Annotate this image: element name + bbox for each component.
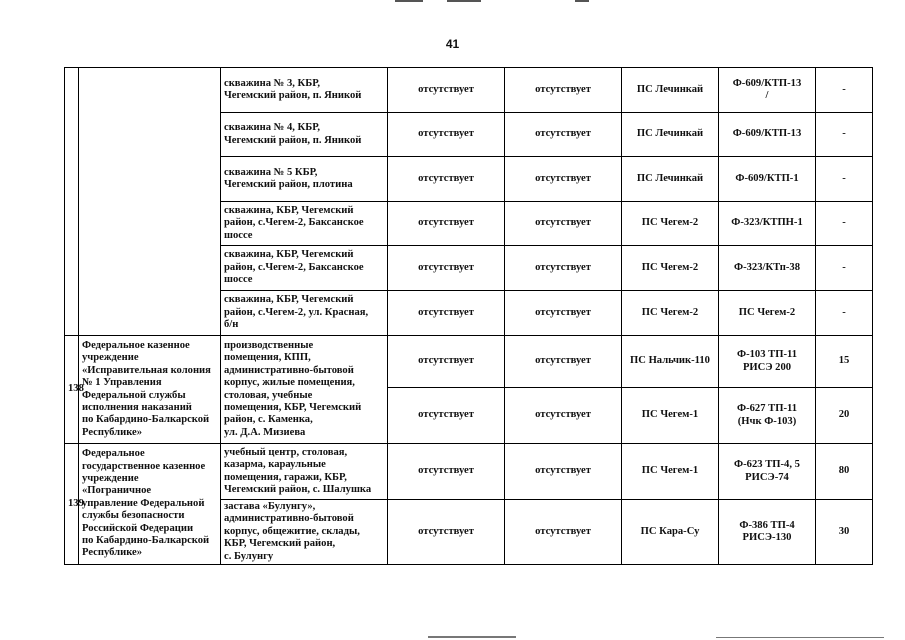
object-cell: учебный центр, столовая, казарма, караульные помещения, гаражи, КБР, Чегемский район, с. Шалушка [221,444,388,500]
page-number: 41 [445,37,460,51]
load-cell: - [816,291,873,336]
org-cell-empty [79,68,221,336]
load-cell: - [816,113,873,157]
status-cell: отсутствует [505,113,622,157]
feeder-cell: Ф-609/КТП-1 [719,157,816,202]
feeder-cell: Ф-103 ТП-11 РИСЭ 200 [719,336,816,388]
object-cell: производственные помещения, КПП, административно-бытовой корпус, жилые помещения, столовая, учебные помещения, КБР, Чегемский район, с. Каменка, ул. Д.А. Мизиева [221,336,388,444]
load-cell: 15 [816,336,873,388]
load-cell: 80 [816,444,873,500]
substation-cell: ПС Лечинкай [622,68,719,113]
status-cell: отсутствует [505,68,622,113]
scan-artifact-top-mid [447,0,481,2]
status-cell: отсутствует [388,444,505,500]
table-row [65,68,873,113]
status-cell: отсутствует [505,500,622,565]
status-cell: отсутствует [505,444,622,500]
feeder-cell: Ф-609/КТП-13 / [719,68,816,113]
object-cell: скважина, КБР, Чегемский район, с.Чегем-2, ул. Красная, б/н [221,291,388,336]
num-cell-empty [65,68,79,336]
status-cell: отсутствует [388,388,505,444]
status-cell: отсутствует [388,246,505,291]
row-number-cell: 138 [65,336,79,444]
table-row [65,336,873,388]
load-cell: 30 [816,500,873,565]
feeder-cell: ПС Чегем-2 [719,291,816,336]
status-cell: отсутствует [505,336,622,388]
feeder-cell: Ф-386 ТП-4 РИСЭ-130 [719,500,816,565]
scan-artifact-bottom-left [428,636,516,638]
object-cell: скважина, КБР, Чегемский район, с.Чегем-2, Баксанское шоссе [221,246,388,291]
status-cell: отсутствует [505,157,622,202]
status-cell: отсутствует [388,202,505,246]
object-cell: скважина № 3, КБР, Чегемский район, п. Яникой [221,68,388,113]
object-cell: скважина, КБР, Чегемский район, с.Чегем-2, Баксанское шоссе [221,202,388,246]
load-cell: - [816,246,873,291]
feeder-cell: Ф-627 ТП-11 (Нчк Ф-103) [719,388,816,444]
feeder-cell: Ф-323/КТп-38 [719,246,816,291]
object-cell: скважина № 5 КБР, Чегемский район, плотина [221,157,388,202]
object-cell: скважина № 4, КБР, Чегемский район, п. Яникой [221,113,388,157]
substation-cell: ПС Лечинкай [622,157,719,202]
substation-cell: ПС Кара-Су [622,500,719,565]
substation-cell: ПС Чегем-2 [622,291,719,336]
document-table [64,67,873,565]
feeder-cell: Ф-323/КТПН-1 [719,202,816,246]
status-cell: отсутствует [388,113,505,157]
status-cell: отсутствует [388,291,505,336]
status-cell: отсутствует [388,500,505,565]
organization-cell: Федеральное казенное учреждение «Исправительная колония № 1 Управления Федеральной службы исполнения наказаний по Кабардино-Балкарской Республике» [79,336,221,444]
scan-artifact-top-right [575,0,589,2]
status-cell: отсутствует [388,157,505,202]
substation-cell: ПС Чегем-1 [622,388,719,444]
status-cell: отсутствует [505,202,622,246]
status-cell: отсутствует [388,68,505,113]
load-cell: - [816,202,873,246]
organization-cell: Федеральное государственное казенное учреждение «Пограничное управление Федеральной службы безопасности Российской Федерации по Кабардино-Балкарской Республике» [79,444,221,565]
scan-artifact-bottom-right [716,637,884,638]
object-cell: застава «Булунгу», административно-бытовой корпус, общежитие, склады, КБР, Чегемский район, с. Булунгу [221,500,388,565]
status-cell: отсутствует [505,291,622,336]
feeder-cell: Ф-609/КТП-13 [719,113,816,157]
substation-cell: ПС Нальчик-110 [622,336,719,388]
load-cell: 20 [816,388,873,444]
substation-cell: ПС Чегем-2 [622,202,719,246]
status-cell: отсутствует [505,388,622,444]
substation-cell: ПС Чегем-2 [622,246,719,291]
load-cell: - [816,68,873,113]
load-cell: - [816,157,873,202]
status-cell: отсутствует [388,336,505,388]
row-number-cell: 139 [65,444,79,565]
substation-cell: ПС Лечинкай [622,113,719,157]
scan-artifact-top-left [395,0,423,2]
status-cell: отсутствует [505,246,622,291]
table-row [65,444,873,500]
feeder-cell: Ф-623 ТП-4, 5 РИСЭ-74 [719,444,816,500]
substation-cell: ПС Чегем-1 [622,444,719,500]
